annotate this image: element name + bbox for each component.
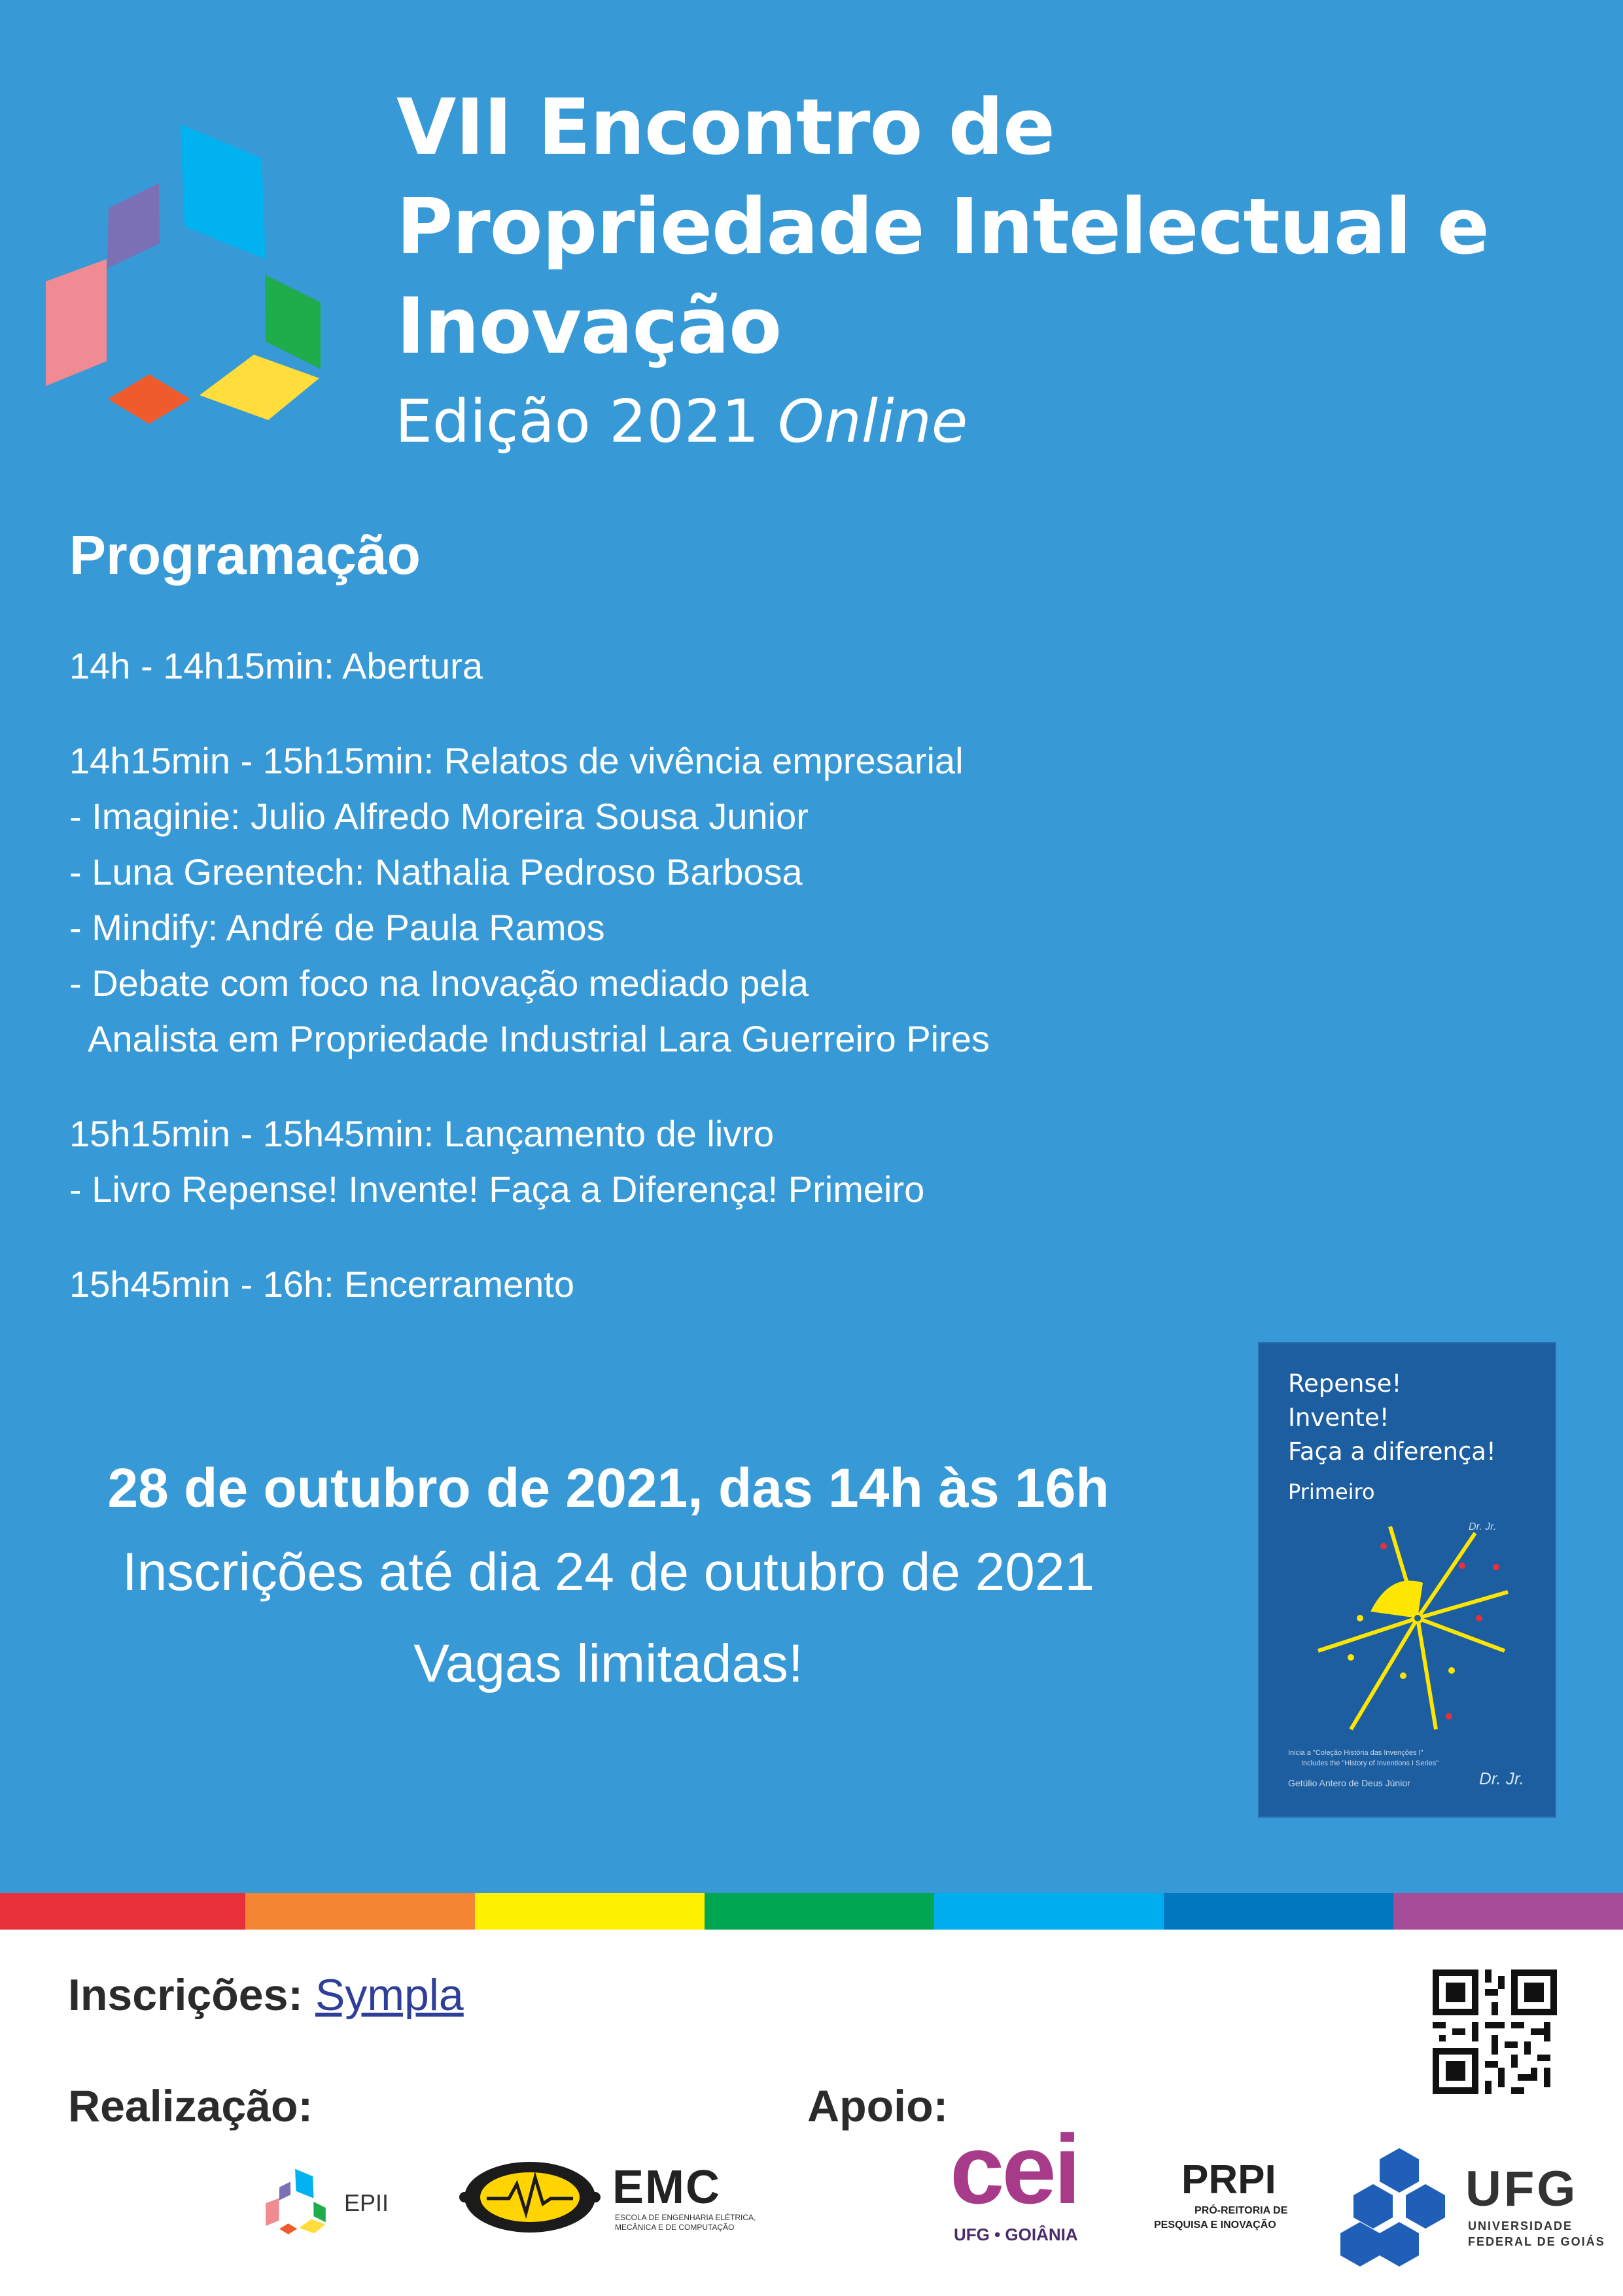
stripe-blue (1164, 1893, 1393, 1930)
ufg-hexagon-emblem (1337, 2145, 1461, 2269)
prpi-subtext: PESQUISA E INOVAÇÃO (1154, 2219, 1276, 2231)
ufg-subtext: FEDERAL DE GOIÁS (1468, 2235, 1605, 2248)
realizacao-label: Realização: (68, 2081, 313, 2131)
book-cover (1259, 1343, 1555, 1816)
edition-year: Edição 2021 (395, 387, 759, 456)
title-line-3: Inovação (396, 281, 782, 371)
cei-logo: cei (950, 2114, 1079, 2224)
logo-shape-yellow (200, 355, 319, 420)
schedule-item: - Livro Repense! Invente! Faça a Diferença! Primeiro (69, 1169, 925, 1210)
sympla-link[interactable]: Sympla (315, 1970, 464, 2020)
programacao-heading: Programação (69, 524, 421, 586)
apoio-label: Apoio: (807, 2081, 949, 2131)
schedule-item: Analista em Propriedade Industrial Lara Guerreiro Pires (69, 1018, 990, 1059)
book-author: Getúlio Antero de Deus Júnior (1288, 1778, 1410, 1788)
stripe-purple (1393, 1893, 1623, 1930)
logo-shape-green (265, 275, 321, 369)
logo-shape-cyan (181, 124, 266, 259)
emc-text: EMC (612, 2161, 721, 2214)
stripe-yellow (475, 1893, 705, 1930)
schedule-item: - Luna Greentech: Nathalia Pedroso Barbosa (69, 851, 803, 892)
edition-mode: Online (777, 387, 968, 456)
epii-text: EPII (344, 2189, 389, 2216)
logo-shape-orange (108, 374, 190, 424)
cei-subtext: UFG • GOIÂNIA (954, 2225, 1078, 2244)
stripe-red (0, 1893, 245, 1930)
limited-seats: Vagas limitadas! (413, 1634, 803, 1693)
prpi-logo: PRPI (1181, 2157, 1276, 2202)
inscricoes-row (68, 1969, 464, 2021)
title-line-1: VII Encontro de (396, 82, 1055, 172)
book-illustration (1312, 1520, 1521, 1742)
inscricoes-label: Inscrições: (68, 1970, 304, 2020)
epii-small-logo (264, 2168, 327, 2236)
event-title (396, 77, 1489, 376)
book-title-line: Invente! (1288, 1404, 1389, 1432)
title-line-2: Propriedade Intelectual e (396, 181, 1489, 272)
book-title-line: Repense! (1288, 1369, 1402, 1398)
book-series-line: Includes the "History of Inventions I Series" (1301, 1759, 1439, 1767)
qr-code[interactable] (1433, 1969, 1557, 2094)
book-subtitle: Primeiro (1288, 1479, 1375, 1504)
ufg-text: UFG (1465, 2161, 1579, 2217)
schedule-item: 14h15min - 15h15min: Relatos de vivência empresarial (69, 740, 964, 781)
event-date: 28 de outubro de 2021, das 14h às 16h (107, 1457, 1109, 1519)
emc-emblem (458, 2158, 602, 2236)
stripe-cyan (934, 1893, 1164, 1930)
epii-logo (39, 124, 327, 432)
logo-shape-purple (107, 183, 160, 268)
stripe-orange (245, 1893, 475, 1930)
schedule-item: 14h - 14h15min: Abertura (69, 645, 483, 686)
edition-subtitle (395, 387, 968, 456)
ufg-subtext: UNIVERSIDADE (1468, 2219, 1573, 2233)
stripe-green (705, 1893, 934, 1930)
book-title-line: Faça a diferença! (1288, 1438, 1496, 1466)
logo-shape-pink (46, 259, 107, 386)
schedule-item: - Debate com foco na Inovação mediado pela (69, 963, 809, 1004)
book-signature-small: Dr. Jr. (1469, 1521, 1497, 1532)
emc-subtext: MECÂNICA E DE COMPUTAÇÃO (615, 2223, 735, 2232)
schedule-item: - Imaginie: Julio Alfredo Moreira Sousa Junior (69, 796, 809, 837)
prpi-subtext: PRÓ-REITORIA DE (1195, 2205, 1288, 2216)
book-series-line: Inicia a "Coleção História das Invenções I" (1288, 1749, 1423, 1757)
schedule-item: 15h15min - 15h45min: Lançamento de livro (69, 1113, 775, 1154)
schedule-item: - Mindify: André de Paula Ramos (69, 907, 605, 948)
registration-deadline: Inscrições até dia 24 de outubro de 2021 (122, 1542, 1095, 1602)
emc-subtext: ESCOLA DE ENGENHARIA ELÉTRICA, (615, 2213, 756, 2222)
schedule-item: 15h45min - 16h: Encerramento (69, 1263, 574, 1305)
book-signature: Dr. Jr. (1479, 1769, 1524, 1788)
